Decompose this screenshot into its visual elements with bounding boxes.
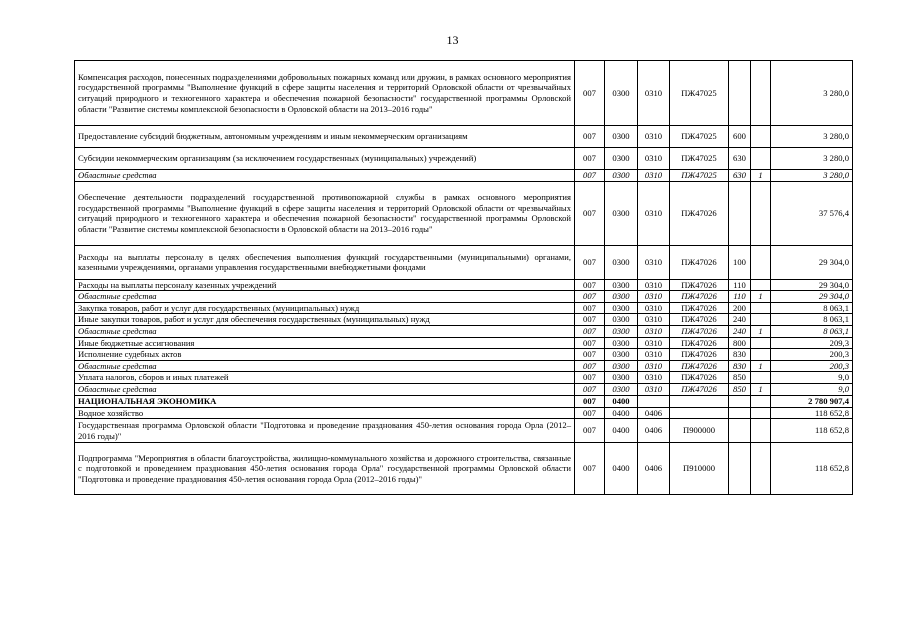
ministry-code: 007 [575, 302, 605, 314]
table-row [75, 349, 853, 361]
source-code: 1 [751, 360, 771, 372]
row-description: Иные бюджетные ассигнования [75, 337, 575, 349]
source-code [751, 314, 771, 326]
source-code [751, 337, 771, 349]
ministry-code: 007 [575, 126, 605, 148]
ministry-code: 007 [575, 61, 605, 126]
target-code: ПЖ47026 [670, 349, 729, 361]
ministry-code: 007 [575, 245, 605, 279]
section-code: 0300 [605, 302, 638, 314]
ministry-code: 007 [575, 148, 605, 170]
row-description: Уплата налогов, сборов и иных платежей [75, 372, 575, 384]
subsection-code: 0310 [638, 279, 670, 291]
section-code: 0400 [605, 395, 638, 407]
expense-code: 110 [729, 279, 751, 291]
ministry-code: 007 [575, 181, 605, 245]
table-row [75, 395, 853, 407]
row-description: Предоставление субсидий бюджетным, автономным учреждениям и иным некоммерческим организациям [75, 126, 575, 148]
row-description: Областные средства [75, 291, 575, 303]
target-code: ПЖ47026 [670, 337, 729, 349]
target-code: ПЖ47026 [670, 302, 729, 314]
amount: 9,0 [771, 372, 853, 384]
table-row [75, 245, 853, 279]
amount: 118 652,8 [771, 407, 853, 419]
amount: 3 280,0 [771, 126, 853, 148]
subsection-code: 0310 [638, 148, 670, 170]
amount: 3 280,0 [771, 148, 853, 170]
subsection-code: 0310 [638, 383, 670, 395]
table-row [75, 443, 853, 495]
source-code [751, 61, 771, 126]
ministry-code: 007 [575, 407, 605, 419]
expense-code: 800 [729, 337, 751, 349]
subsection-code: 0310 [638, 291, 670, 303]
table-row [75, 372, 853, 384]
subsection-code: 0310 [638, 170, 670, 182]
expense-code: 110 [729, 291, 751, 303]
row-description: Расходы на выплаты персоналу казенных учреждений [75, 279, 575, 291]
source-code [751, 126, 771, 148]
ministry-code: 007 [575, 349, 605, 361]
table-row [75, 181, 853, 245]
expense-code [729, 61, 751, 126]
expense-code: 240 [729, 325, 751, 337]
source-code [751, 181, 771, 245]
table-row [75, 302, 853, 314]
expense-code [729, 181, 751, 245]
target-code: П900000 [670, 419, 729, 443]
expense-code [729, 395, 751, 407]
expense-code: 200 [729, 302, 751, 314]
ministry-code: 007 [575, 170, 605, 182]
subsection-code [638, 395, 670, 407]
expense-code: 850 [729, 372, 751, 384]
expense-code: 830 [729, 360, 751, 372]
source-code: 1 [751, 383, 771, 395]
row-description: Расходы на выплаты персоналу в целях обеспечения выполнения функций государственными (муниципальными) органами, казенными учреждениями, органами управления государственными внебюджетными фондами [75, 245, 575, 279]
target-code: ПЖ47026 [670, 314, 729, 326]
expense-code: 240 [729, 314, 751, 326]
ministry-code: 007 [575, 372, 605, 384]
row-description: НАЦИОНАЛЬНАЯ ЭКОНОМИКА [75, 395, 575, 407]
subsection-code: 0310 [638, 360, 670, 372]
section-code: 0300 [605, 126, 638, 148]
section-code: 0300 [605, 279, 638, 291]
amount: 29 304,0 [771, 279, 853, 291]
source-code: 1 [751, 291, 771, 303]
budget-table [74, 60, 853, 495]
expense-code: 100 [729, 245, 751, 279]
section-code: 0300 [605, 291, 638, 303]
amount: 200,3 [771, 360, 853, 372]
table-row [75, 61, 853, 126]
amount: 118 652,8 [771, 443, 853, 495]
section-code: 0300 [605, 337, 638, 349]
target-code: ПЖ47025 [670, 170, 729, 182]
subsection-code: 0310 [638, 245, 670, 279]
source-code [751, 349, 771, 361]
amount: 209,3 [771, 337, 853, 349]
amount: 8 063,1 [771, 314, 853, 326]
table-row [75, 148, 853, 170]
subsection-code: 0406 [638, 443, 670, 495]
page-number: 13 [446, 33, 459, 47]
expense-code: 630 [729, 170, 751, 182]
row-description: Областные средства [75, 360, 575, 372]
row-description: Компенсация расходов, понесенных подразделениями добровольных пожарных команд или дружин, в рамках основного мероприятия государственной программы "Выполнение функций в сфере защиты населения и территорий Орловской области от чрезвычайных ситуаций природного и техногенного характера и обеспечения пожарной безопасности" государственной программы Орловской области "Развитие системы комплексной безопасности в Орловской области на 2013–2016 годы" [75, 61, 575, 126]
ministry-code: 007 [575, 337, 605, 349]
ministry-code: 007 [575, 360, 605, 372]
subsection-code: 0310 [638, 337, 670, 349]
section-code: 0300 [605, 360, 638, 372]
amount: 8 063,1 [771, 325, 853, 337]
section-code: 0300 [605, 325, 638, 337]
expense-code [729, 443, 751, 495]
expense-code: 850 [729, 383, 751, 395]
amount: 8 063,1 [771, 302, 853, 314]
table-row [75, 126, 853, 148]
source-code: 1 [751, 170, 771, 182]
amount: 29 304,0 [771, 245, 853, 279]
source-code [751, 407, 771, 419]
target-code: ПЖ47026 [670, 181, 729, 245]
amount: 3 280,0 [771, 61, 853, 126]
section-code: 0400 [605, 443, 638, 495]
amount: 118 652,8 [771, 419, 853, 443]
target-code: ПЖ47026 [670, 279, 729, 291]
target-code: ПЖ47025 [670, 126, 729, 148]
source-code [751, 279, 771, 291]
table-row [75, 291, 853, 303]
section-code: 0300 [605, 314, 638, 326]
table-row [75, 170, 853, 182]
ministry-code: 007 [575, 443, 605, 495]
subsection-code: 0310 [638, 61, 670, 126]
source-code [751, 443, 771, 495]
section-code: 0300 [605, 383, 638, 395]
section-code: 0400 [605, 419, 638, 443]
ministry-code: 007 [575, 383, 605, 395]
source-code [751, 245, 771, 279]
source-code [751, 419, 771, 443]
expense-code [729, 419, 751, 443]
source-code [751, 148, 771, 170]
ministry-code: 007 [575, 395, 605, 407]
row-description: Субсидии некоммерческим организациям (за исключением государственных (муниципальных) учреждений) [75, 148, 575, 170]
amount: 29 304,0 [771, 291, 853, 303]
subsection-code: 0310 [638, 314, 670, 326]
target-code: П910000 [670, 443, 729, 495]
subsection-code: 0310 [638, 126, 670, 148]
target-code: ПЖ47026 [670, 291, 729, 303]
amount: 3 280,0 [771, 170, 853, 182]
subsection-code: 0310 [638, 325, 670, 337]
section-code: 0300 [605, 245, 638, 279]
subsection-code: 0310 [638, 302, 670, 314]
target-code: ПЖ47026 [670, 245, 729, 279]
row-description: Водное хозяйство [75, 407, 575, 419]
amount: 2 780 907,4 [771, 395, 853, 407]
ministry-code: 007 [575, 419, 605, 443]
target-code: ПЖ47025 [670, 148, 729, 170]
row-description: Государственная программа Орловской области "Подготовка и проведение празднования 450-летия основания города Орла (2012–2016 годы)" [75, 419, 575, 443]
expense-code: 830 [729, 349, 751, 361]
target-code [670, 407, 729, 419]
row-description: Исполнение судебных актов [75, 349, 575, 361]
table-row [75, 383, 853, 395]
target-code: ПЖ47026 [670, 325, 729, 337]
row-description: Подпрограмма "Мероприятия в области благоустройства, жилищно-коммунального хозяйства и дорожного строительства, связанные с подготовкой и проведением празднования 450-летия основания города Орла" государственной программы Орловской области "Подготовка и проведение празднования 450-летия основания города Орла (2012–2016 годы)" [75, 443, 575, 495]
table-row [75, 407, 853, 419]
subsection-code: 0406 [638, 419, 670, 443]
expense-code: 630 [729, 148, 751, 170]
expense-code: 600 [729, 126, 751, 148]
ministry-code: 007 [575, 325, 605, 337]
row-description: Областные средства [75, 383, 575, 395]
amount: 37 576,4 [771, 181, 853, 245]
ministry-code: 007 [575, 279, 605, 291]
table-row [75, 325, 853, 337]
row-description: Закупка товаров, работ и услуг для государственных (муниципальных) нужд [75, 302, 575, 314]
subsection-code: 0406 [638, 407, 670, 419]
row-description: Иные закупки товаров, работ и услуг для обеспечения государственных (муниципальных) нужд [75, 314, 575, 326]
section-code: 0300 [605, 349, 638, 361]
table-row [75, 314, 853, 326]
target-code: ПЖ47026 [670, 360, 729, 372]
source-code [751, 372, 771, 384]
section-code: 0300 [605, 181, 638, 245]
table-row [75, 419, 853, 443]
amount: 200,3 [771, 349, 853, 361]
ministry-code: 007 [575, 291, 605, 303]
target-code: ПЖ47026 [670, 383, 729, 395]
subsection-code: 0310 [638, 349, 670, 361]
section-code: 0300 [605, 61, 638, 126]
table-row [75, 279, 853, 291]
section-code: 0300 [605, 372, 638, 384]
amount: 9,0 [771, 383, 853, 395]
ministry-code: 007 [575, 314, 605, 326]
subsection-code: 0310 [638, 181, 670, 245]
section-code: 0400 [605, 407, 638, 419]
table-row [75, 360, 853, 372]
target-code: ПЖ47025 [670, 61, 729, 126]
row-description: Областные средства [75, 170, 575, 182]
section-code: 0300 [605, 148, 638, 170]
target-code: ПЖ47026 [670, 372, 729, 384]
row-description: Обеспечение деятельности подразделений государственной противопожарной службы в рамках основного мероприятия государственной программы "Выполнение функций в сфере защиты населения и территорий Орловской области от чрезвычайных ситуаций природного и техногенного характера и обеспечения пожарной безопасности" государственной программы Орловской области "Развитие системы комплексной безопасности в Орловской области на 2013–2016 годы" [75, 181, 575, 245]
expense-code [729, 407, 751, 419]
target-code [670, 395, 729, 407]
source-code: 1 [751, 325, 771, 337]
source-code [751, 395, 771, 407]
row-description: Областные средства [75, 325, 575, 337]
source-code [751, 302, 771, 314]
table-row [75, 337, 853, 349]
subsection-code: 0310 [638, 372, 670, 384]
section-code: 0300 [605, 170, 638, 182]
